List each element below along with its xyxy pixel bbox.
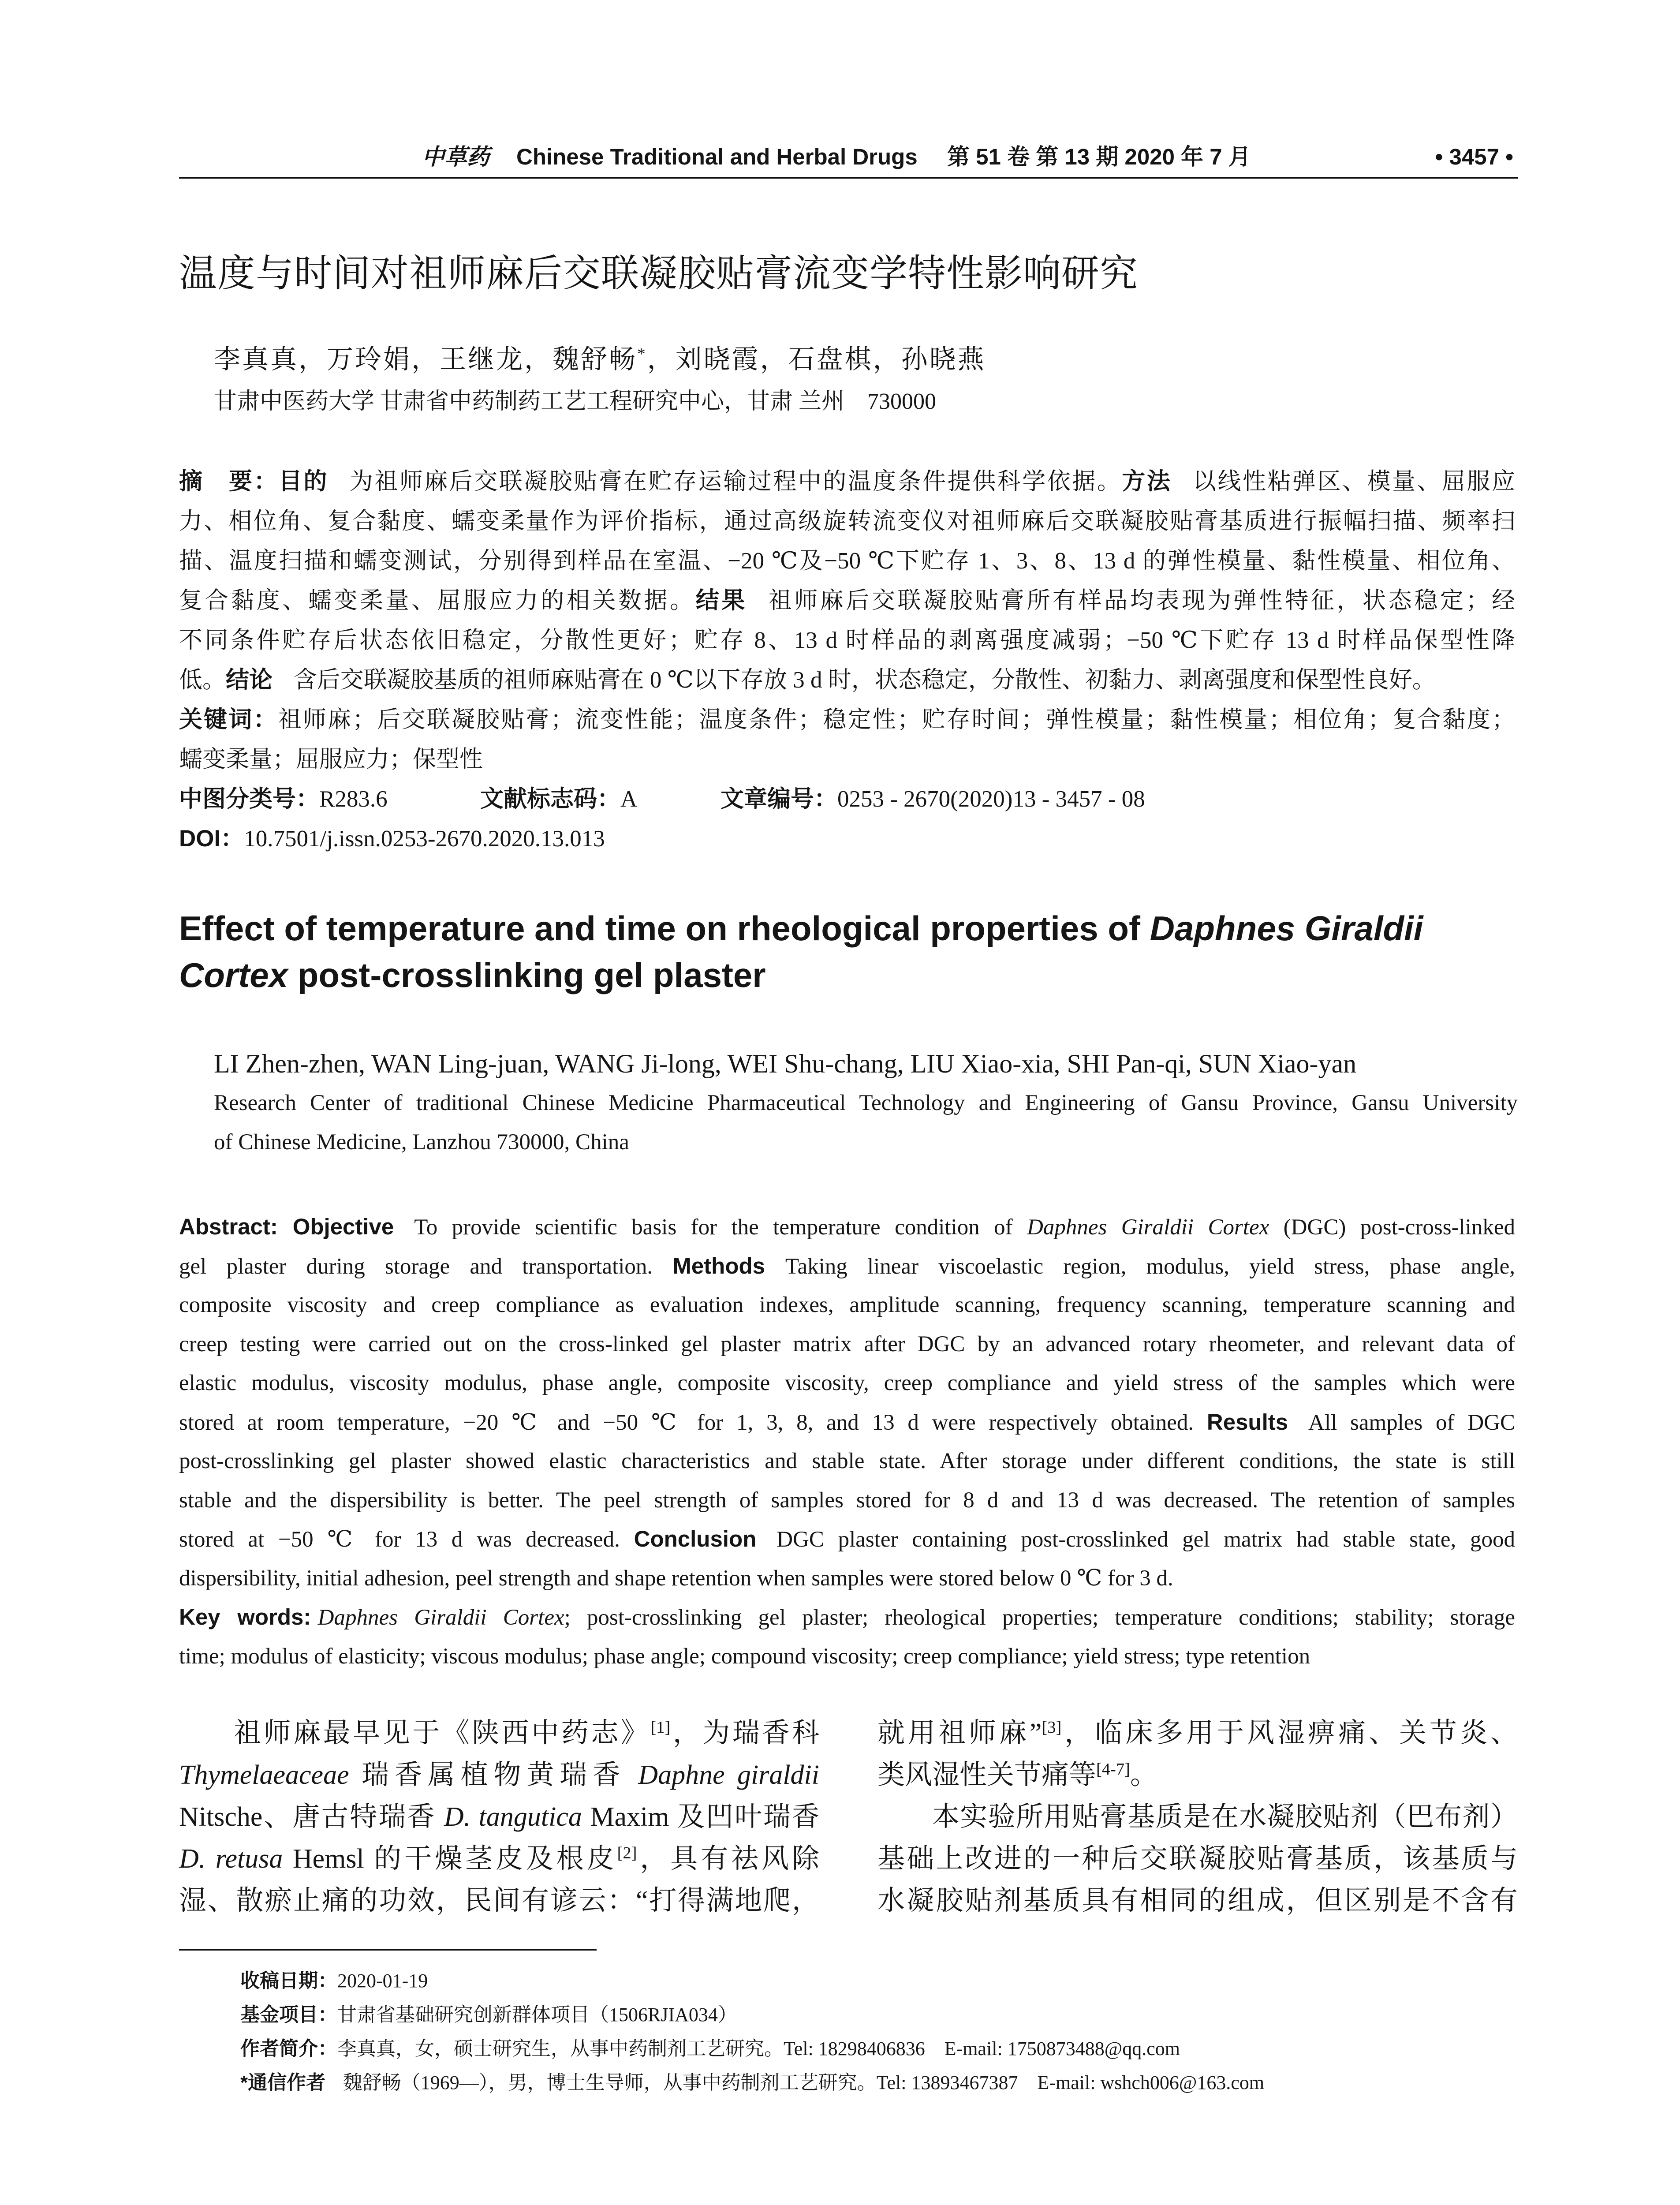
- abstract-objective-label: Abstract: Objective: [179, 1214, 394, 1239]
- abstract-cn-line: 描、温度扫描和蠕变测试，分别得到样品在室温、−20 ℃及−50 ℃下贮存 1、3、8、13 d 的弹性模量、黏性模量、相位角、: [179, 548, 1515, 574]
- body-left-column: [179, 1712, 819, 1922]
- article-number: [721, 779, 1145, 819]
- abstract-cn-line: 不同条件贮存后状态依旧稳定，分散性更好；贮存 8、13 d 时样品的剥离强度减弱；−50 ℃下贮存 13 d 时样品保型性降: [179, 628, 1515, 653]
- latin-name: Daphne giraldii: [638, 1760, 819, 1790]
- keywords-en-line: [179, 1598, 1515, 1637]
- abstract-cn-line: [179, 462, 1515, 501]
- title-en-line: [179, 905, 1423, 952]
- conclusion-label: 结论: [226, 667, 273, 693]
- footnote-rule: [179, 1949, 597, 1951]
- footnote-text: 李真真，女，硕士研究生，从事中药制剂工艺研究。Tel: 18298406836 E-mail: 1750873488@qq.com: [337, 2038, 1180, 2059]
- body-line: 水凝胶贴剂基质具有相同的组成，但区别是不含有: [877, 1886, 1518, 1916]
- abstract-en-line: composite viscosity and creep compliance as evaluation indexes, amplitude scanning, frequency scanning, temperature scanning and: [179, 1293, 1515, 1317]
- classification-line: [179, 779, 1515, 819]
- abstract-cn-line: [179, 660, 1515, 700]
- title-en-latin-name: Daphnes Giraldii: [1150, 909, 1423, 948]
- abstract-label: 摘 要：: [179, 468, 279, 494]
- abstract-en-line: elastic modulus, viscosity modulus, phase angle, composite viscosity, creep compliance and yield stress of the samples which were: [179, 1371, 1515, 1395]
- methods-text: 复合黏度、蠕变柔量、屈服应力的相关数据。: [179, 588, 696, 613]
- body-text: 瑞香属植物黄瑞香: [349, 1760, 638, 1790]
- keywords-en-text: ; post-crosslinking gel plaster; rheological properties; temperature conditions; stability; storage: [564, 1605, 1515, 1630]
- methods-text: stored at room temperature, −20 ℃ and −50 ℃ for 1, 3, 8, and 13 d were respectively obtained.: [179, 1410, 1207, 1435]
- objective-text: To provide scientific basis for the temperature condition of: [414, 1215, 1027, 1240]
- footnote-text: 2020-01-19: [337, 1970, 428, 1992]
- footnote-label: 作者简介：: [240, 2038, 337, 2059]
- body-text: ，为瑞香科: [670, 1718, 819, 1748]
- keywords-en-label: Key words:: [179, 1604, 311, 1629]
- header-rule: [179, 177, 1518, 179]
- document-code-value: A: [620, 786, 638, 812]
- journal-name-cn: 中草药: [422, 144, 490, 170]
- body-line: [179, 1838, 819, 1880]
- doi-line: [179, 819, 1515, 859]
- latin-name: D. retusa: [179, 1844, 283, 1874]
- body-text: 祖师麻最早见于《陕西中药志》: [234, 1718, 651, 1748]
- issue-info: 第 51 卷 第 13 期 2020 年 7 月: [947, 144, 1251, 169]
- body-text: 类风湿性关节痛等: [877, 1760, 1097, 1790]
- abstract-en: [179, 1207, 1515, 1676]
- affiliation-en: [214, 1084, 1518, 1162]
- objective-text: (DGC) post-cross-linked: [1269, 1215, 1515, 1240]
- keywords-cn-line: 蠕变柔量；屈服应力；保型性: [179, 747, 483, 772]
- footnote-received: [240, 1964, 1264, 1998]
- body-text: ，临床多用于风湿痹痛、关节炎、: [1061, 1718, 1518, 1748]
- conclusion-label: Conclusion: [634, 1526, 757, 1551]
- results-label: 结果: [695, 587, 747, 613]
- conclusion-text: DGC plaster containing post-crosslinked gel matrix had stable state, good: [777, 1527, 1515, 1552]
- journal-name-en: Chinese Traditional and Herbal Drugs: [516, 144, 918, 169]
- citation: [1]: [650, 1718, 671, 1737]
- objective-text: gel plaster during storage and transportation.: [179, 1254, 673, 1279]
- body-line: [179, 1712, 819, 1754]
- body-text: Hemsl 的干燥茎皮及根皮: [283, 1844, 617, 1874]
- abstract-en-line: [179, 1403, 1515, 1442]
- latin-name: Thymelaeaceae: [179, 1760, 349, 1790]
- keywords-cn-label: 关键词：: [179, 706, 278, 733]
- body-line: 本实验所用贴膏基质是在水凝胶贴剂（巴布剂）: [932, 1802, 1518, 1832]
- running-header: [0, 144, 1680, 170]
- title-en: [179, 905, 1423, 998]
- footnote-label: 基金项目：: [240, 2004, 337, 2026]
- methods-text: Taking linear viscoelastic region, modulus, yield stress, phase angle,: [785, 1254, 1515, 1279]
- latin-name: Daphnes Giraldii Cortex: [317, 1605, 564, 1630]
- results-text: All samples of DGC: [1308, 1410, 1516, 1435]
- affiliation-en-line: Research Center of traditional Chinese Medicine Pharmaceutical Technology and Engineering of Gansu Province, Gansu University: [214, 1091, 1518, 1115]
- authors-cn-part: 李真真，万玲娟，王继龙，魏舒畅: [214, 345, 637, 374]
- footnote-label: *通信作者: [240, 2072, 326, 2093]
- citation: [2]: [617, 1843, 637, 1862]
- methods-label: Methods: [672, 1253, 765, 1278]
- affiliation-cn: 甘肃中医药大学 甘肃省中药制药工艺工程研究中心，甘肃 兰州 730000: [214, 389, 937, 414]
- abstract-cn-line: [179, 581, 1515, 620]
- title-en-text: Effect of temperature and time on rheological properties of: [179, 909, 1150, 948]
- keywords-cn-line: [179, 700, 1515, 740]
- body-line: [179, 1754, 819, 1796]
- corresponding-mark: *: [637, 345, 647, 363]
- objective-text: 为祖师麻后交联凝胶贴膏在贮存运输过程中的温度条件提供科学依据。: [349, 469, 1122, 494]
- results-text: 祖师麻后交联凝胶贴膏所有样品均表现为弹性特征，状态稳定；经: [768, 588, 1516, 613]
- page-number: • 3457 •: [1435, 144, 1513, 169]
- body-right-column: [877, 1712, 1518, 1922]
- title-en-text: post-crosslinking gel plaster: [288, 956, 766, 994]
- body-line: 湿、散瘀止痛的功效，民间有谚云：“打得满地爬，: [179, 1886, 819, 1916]
- results-label: Results: [1206, 1409, 1288, 1435]
- doi-value: 10.7501/j.issn.0253-2670.2020.13.013: [244, 826, 605, 852]
- clc-label: 中图分类号：: [179, 786, 319, 812]
- footnotes: [240, 1964, 1264, 2100]
- abstract-en-line: dispersibility, initial adhesion, peel strength and shape retention when samples were stored below 0 ℃ for 3 d.: [179, 1566, 1173, 1591]
- article-number-value: 0253 - 2670(2020)13 - 3457 - 08: [837, 786, 1145, 812]
- abstract-en-line: post-crosslinking gel plaster showed elastic characteristics and stable state. After storage under different conditions, the state is still: [179, 1449, 1515, 1473]
- authors-en: LI Zhen-zhen, WAN Ling-juan, WANG Ji-long, WEI Shu-chang, LIU Xiao-xia, SHI Pan-qi, SUN Xiao-yan: [214, 1049, 1357, 1078]
- title-en-line: [179, 952, 1423, 998]
- body-text: 。: [1130, 1760, 1157, 1790]
- body-text: 就用祖师麻”: [877, 1718, 1042, 1748]
- authors-cn: [214, 344, 986, 375]
- clc-number: [179, 779, 388, 819]
- footnote-text: 甘肃省基础研究创新群体项目（1506RJIA034）: [337, 2004, 737, 2026]
- body-line: [179, 1796, 819, 1838]
- objective-label: 目的: [279, 468, 329, 494]
- abstract-cn: [179, 462, 1515, 859]
- body-text: Maxim 及凹叶瑞香: [582, 1802, 819, 1832]
- citation: [3]: [1042, 1718, 1062, 1737]
- methods-label: 方法: [1122, 468, 1172, 494]
- title-en-latin-name: Cortex: [179, 956, 288, 994]
- footnote-label: 收稿日期：: [240, 1970, 337, 1992]
- footnote-corresponding-author: [240, 2066, 1264, 2100]
- doi-label: DOI：: [179, 826, 244, 852]
- citation: [4-7]: [1096, 1760, 1130, 1779]
- clc-value: R283.6: [319, 786, 388, 812]
- abstract-en-line: stable and the dispersibility is better. The peel strength of samples stored for 8 d and 13 d was decreased. The retention of samples: [179, 1487, 1515, 1513]
- body-line: 基础上改进的一种后交联凝胶贴膏基质，该基质与: [877, 1844, 1518, 1874]
- abstract-en-line: [179, 1247, 1515, 1286]
- body-text: Nitsche、唐古特瑞香: [179, 1802, 444, 1832]
- footnote-author-bio: [240, 2032, 1264, 2066]
- latin-name: D. tangutica: [444, 1802, 582, 1832]
- keywords-en-line: time; modulus of elasticity; viscous modulus; phase angle; compound viscosity; creep compliance; yield stress; type retention: [179, 1644, 1310, 1669]
- title-cn: 温度与时间对祖师麻后交联凝胶贴膏流变学特性影响研究: [179, 252, 1138, 295]
- body-line: [877, 1712, 1518, 1754]
- article-number-label: 文章编号：: [721, 786, 837, 812]
- abstract-en-line: [179, 1207, 1515, 1247]
- abstract-en-line: [179, 1520, 1515, 1559]
- keywords-cn-text: 祖师麻；后交联凝胶贴膏；流变性能；温度条件；稳定性；贮存时间；弹性模量；黏性模量；相位角；复合黏度；: [278, 707, 1516, 733]
- abstract-en-line: creep testing were carried out on the cross-linked gel plaster matrix after DGC by an advanced rotary rheometer, and relevant data of: [179, 1331, 1515, 1357]
- body-line: [877, 1754, 1518, 1796]
- document-code: [480, 779, 637, 819]
- abstract-cn-line: 力、相位角、复合黏度、蠕变柔量作为评价指标，通过高级旋转流变仪对祖师麻后交联凝胶贴膏基质进行振幅扫描、频率扫: [179, 508, 1515, 534]
- document-code-label: 文献标志码：: [480, 786, 620, 812]
- methods-text: 以线性粘弹区、模量、屈服应: [1193, 469, 1516, 494]
- footnote-funding: [240, 1998, 1264, 2032]
- footnote-text: 魏舒畅（1969—），男，博士生导师，从事中药制剂工艺研究。Tel: 13893467387 E-mail: wshch006@163.com: [343, 2072, 1265, 2093]
- body-text: ，具有祛风除: [637, 1844, 819, 1874]
- authors-cn-part: ，刘晓霞，石盘棋，孙晓燕: [647, 345, 986, 374]
- affiliation-en-line: of Chinese Medicine, Lanzhou 730000, China: [214, 1130, 629, 1155]
- results-text: stored at −50 ℃ for 13 d was decreased.: [179, 1527, 634, 1552]
- latin-name: Daphnes Giraldii Cortex: [1027, 1215, 1269, 1240]
- results-text: 低。: [179, 667, 226, 693]
- conclusion-text: 含后交联凝胶基质的祖师麻贴膏在 0 ℃以下存放 3 d 时，状态稳定，分散性、初黏力、剥离强度和保型性良好。: [293, 667, 1436, 693]
